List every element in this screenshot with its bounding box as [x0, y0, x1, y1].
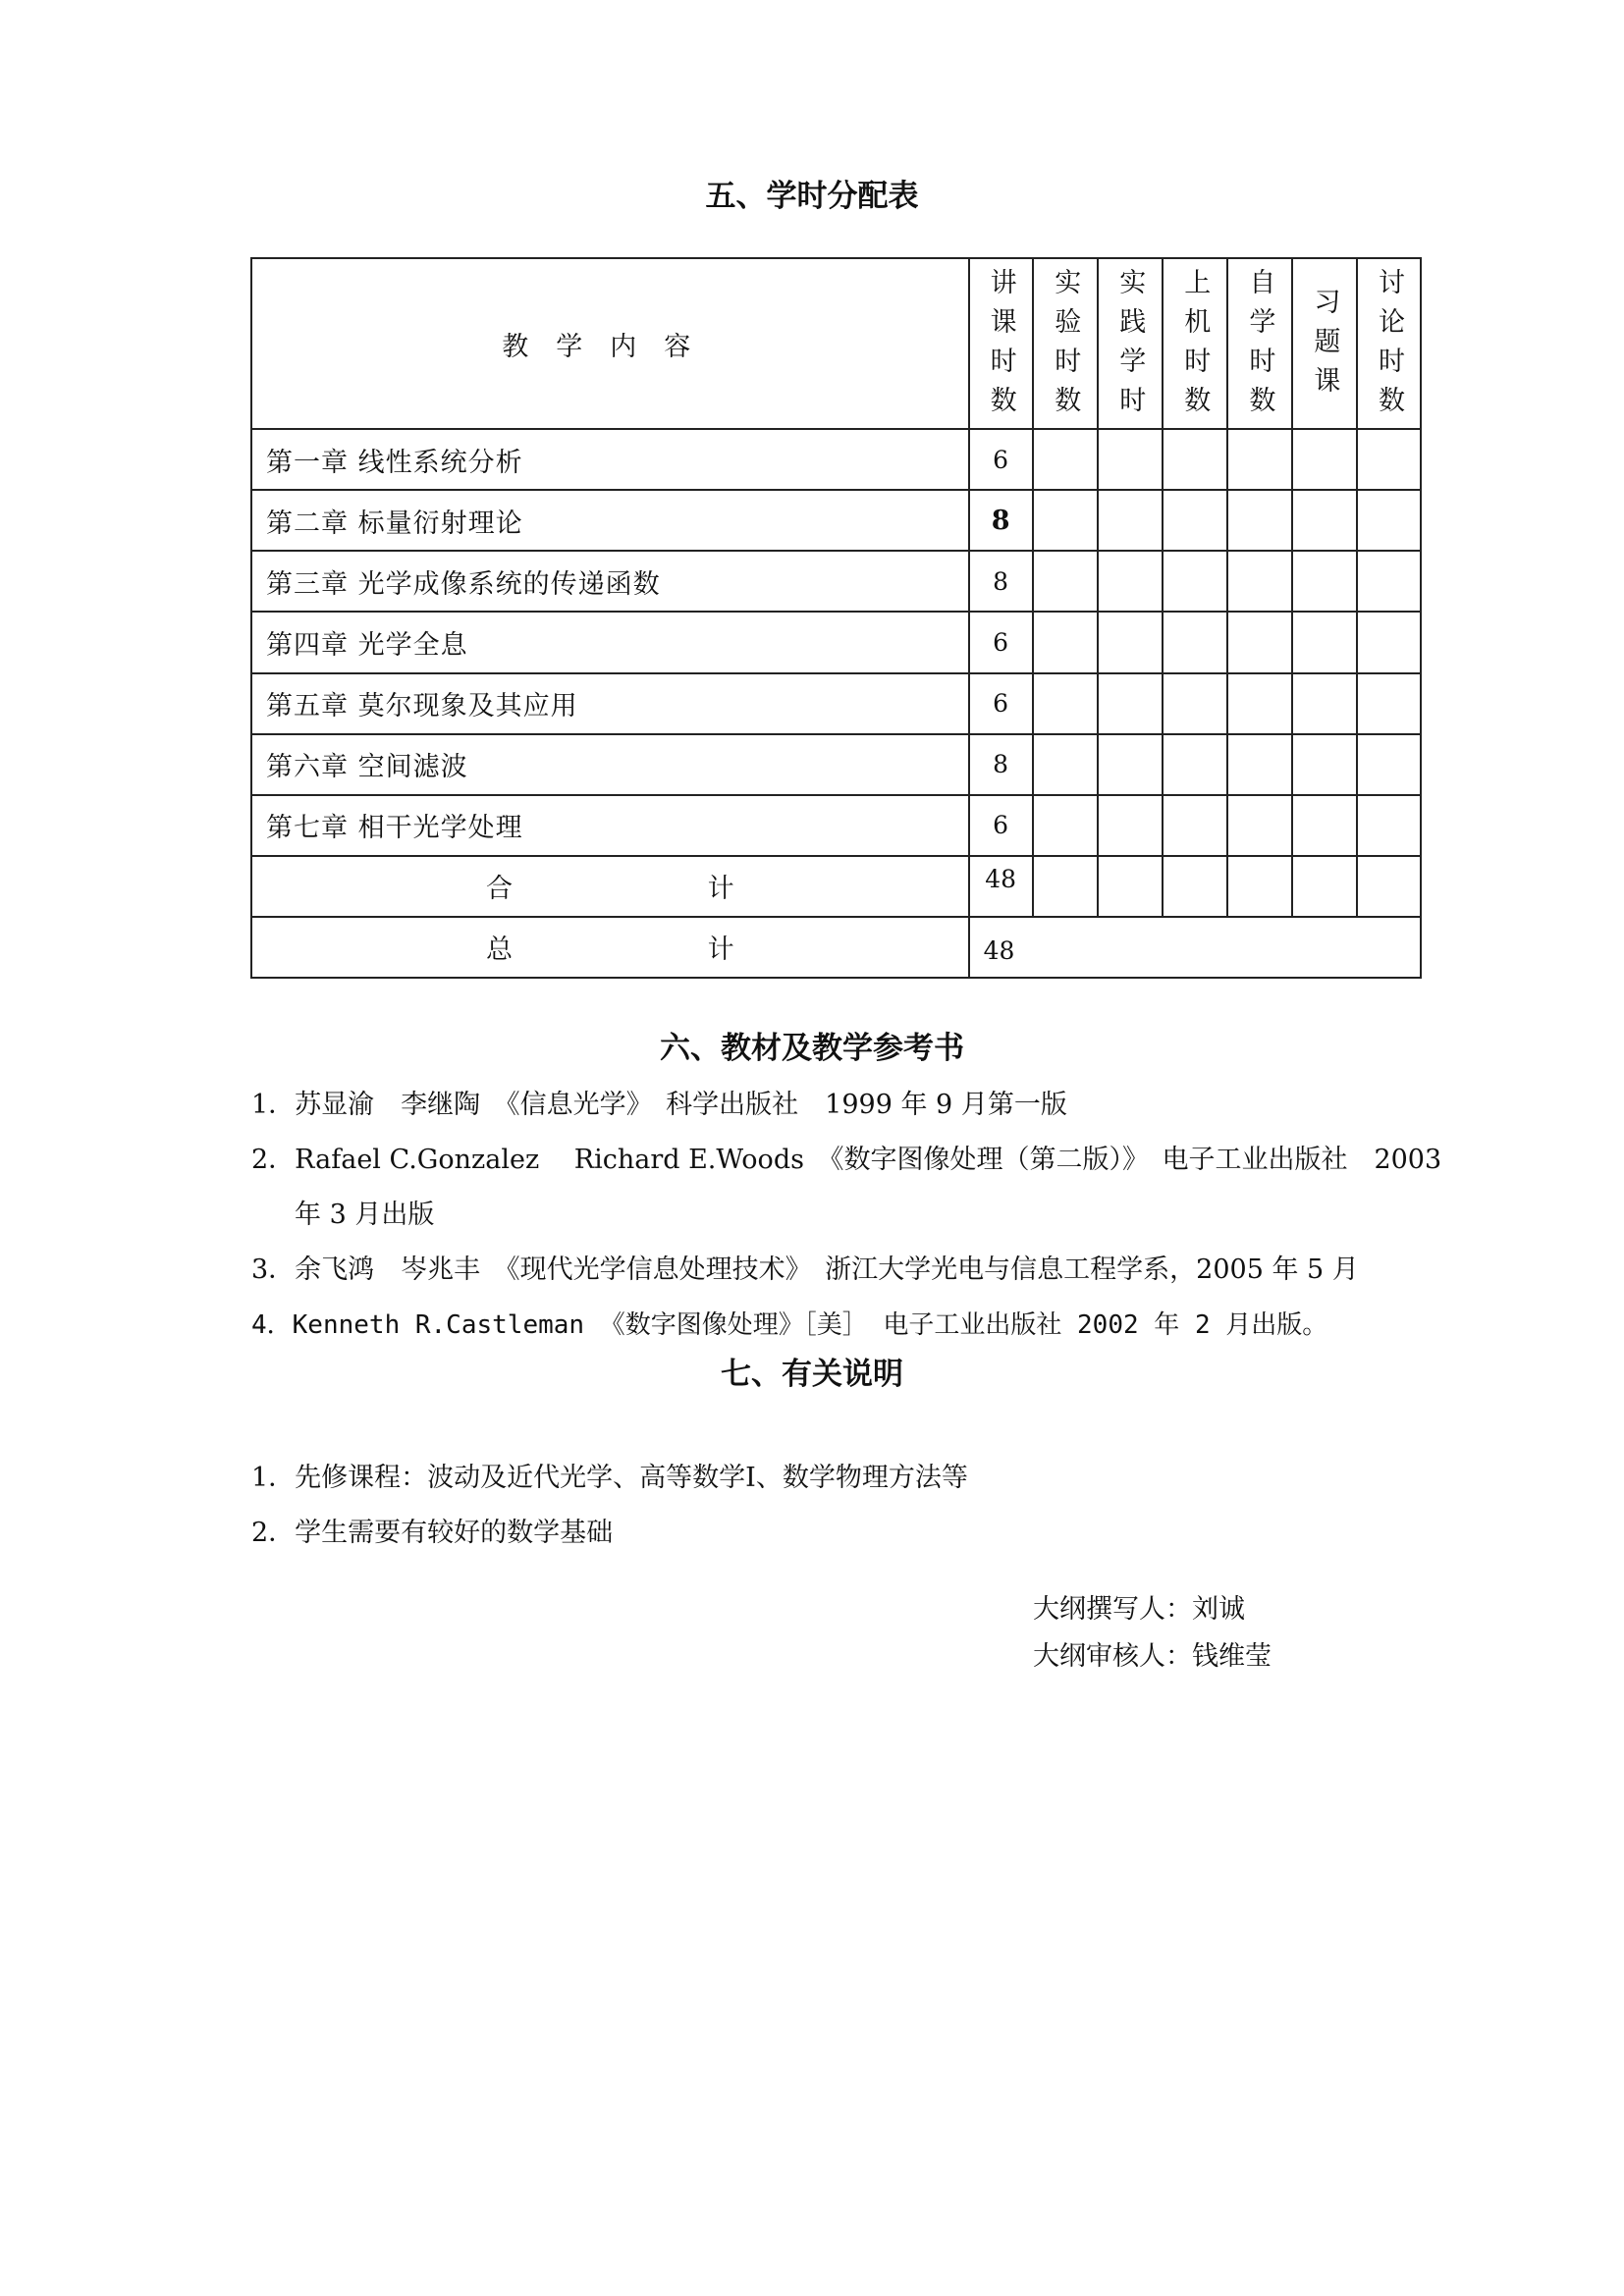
col-header: 上机时数 [1163, 258, 1227, 429]
lecture-hours-cell: 8 [969, 734, 1033, 795]
table-row [251, 490, 1421, 551]
notes-list [251, 1451, 968, 1561]
lecture-hours-cell: 8 [969, 551, 1033, 612]
chapter-cell: 第二章 标量衍射理论 [251, 490, 969, 551]
section7-title: 七、有关说明 [721, 1357, 903, 1392]
total-hours: 48 [969, 917, 1421, 978]
table-row [251, 429, 1421, 490]
table-header-row [251, 258, 1421, 429]
chapter-cell: 第四章 光学全息 [251, 612, 969, 672]
reference-item: 4．Kenneth R.Castleman 《数字图像处理》［美］ 电子工业出版社 2002 年 2 月出版。 [251, 1310, 1328, 1340]
reference-list [251, 1078, 1479, 1353]
reference-item: 1．苏显渝 李继陶 《信息光学》 科学出版社 1999 年 9 月第一版 [251, 1090, 1067, 1120]
hours-allocation-table [250, 257, 1422, 979]
chapter-cell: 第一章 线性系统分析 [251, 429, 969, 490]
lecture-hours-cell: 6 [969, 612, 1033, 672]
total-row [251, 917, 1421, 978]
chapter-cell: 第五章 莫尔现象及其应用 [251, 673, 969, 734]
reference-item-continuation: 年 3 月出版 [295, 1200, 435, 1230]
lecture-hours-cell: 6 [969, 795, 1033, 856]
lecture-hours-cell: 6 [969, 673, 1033, 734]
subtotal-row [251, 856, 1421, 917]
content-header: 教学内容 [251, 258, 969, 429]
signature-block [1033, 1586, 1272, 1681]
reference-item: 3．余飞鸿 岑兆丰 《现代光学信息处理技术》 浙江大学光电与信息工程学系，2005 年 5 月 [251, 1255, 1359, 1285]
note-item: 2．学生需要有较好的数学基础 [251, 1518, 614, 1548]
chapter-cell: 第三章 光学成像系统的传递函数 [251, 551, 969, 612]
col-header: 习题课 [1292, 258, 1357, 429]
col-header: 讲课时数 [969, 258, 1033, 429]
section5-title: 五、学时分配表 [705, 179, 919, 214]
note-item: 1．先修课程：波动及近代光学、高等数学Ⅰ、数学物理方法等 [251, 1463, 968, 1493]
col-header: 自学时数 [1227, 258, 1292, 429]
subtotal-hours: 48 [969, 856, 1033, 917]
col-header: 讨论时数 [1357, 258, 1421, 429]
col-header: 实验时数 [1033, 258, 1098, 429]
subtotal-label: 合 计 [251, 856, 969, 917]
col-header: 实践学时 [1098, 258, 1163, 429]
chapter-cell: 第六章 空间滤波 [251, 734, 969, 795]
table-row [251, 734, 1421, 795]
table-row [251, 612, 1421, 672]
table-row [251, 795, 1421, 856]
table-row [251, 551, 1421, 612]
chapter-cell: 第七章 相干光学处理 [251, 795, 969, 856]
reference-item: 2．Rafael C.Gonzalez Richard E.Woods 《数字图像处理（第二版）》 电子工业出版社 2003 [251, 1145, 1442, 1175]
section6-title: 六、教材及教学参考书 [660, 1031, 964, 1066]
total-label: 总 计 [251, 917, 969, 978]
lecture-hours-cell: 6 [969, 429, 1033, 490]
reviewer-signature: 大纲审核人：钱维莹 [1033, 1641, 1272, 1672]
author-signature: 大纲撰写人：刘诚 [1033, 1594, 1245, 1625]
table-row [251, 673, 1421, 734]
lecture-hours-cell: 8 [969, 490, 1033, 551]
